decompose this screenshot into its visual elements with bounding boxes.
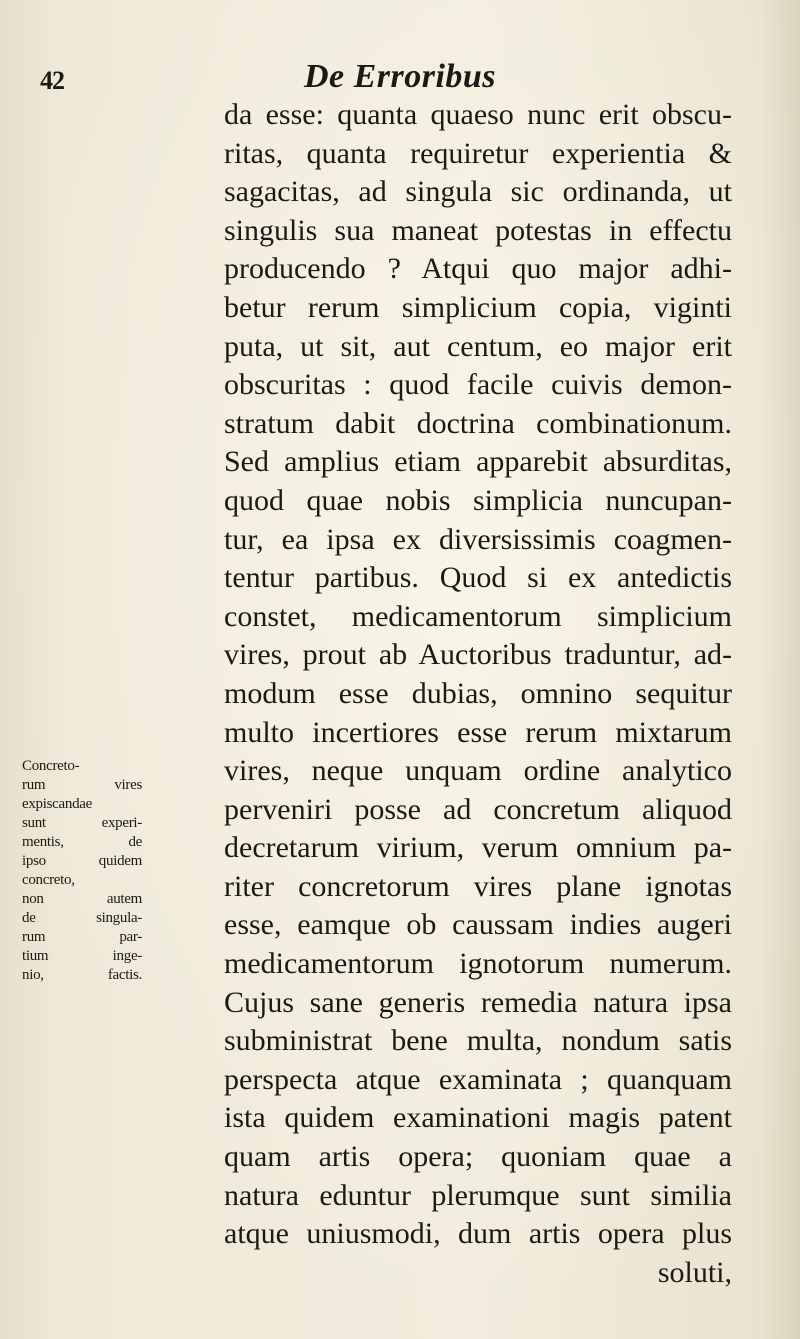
margin-note-line: Concreto- [22,758,80,774]
text-line: Sed amplius etiam apparebit absurditas, [224,445,732,479]
text-line: subministrat bene multa, nondum satis [224,1024,732,1058]
text-line: puta, ut sit, aut centum, eo major erit [224,329,732,363]
page-header [40,50,760,100]
margin-note-line: non autem [22,891,142,907]
text-line: sagacitas, ad singula sic ordinanda, ut [224,175,732,209]
margin-note-line: de singula- [22,910,142,926]
text-line: decretarum virium, verum omnium pa- [224,831,732,865]
text-line: singulis sua maneat potestas in effectu [224,213,732,247]
text-line: perveniri posse ad concretum aliquod [224,792,732,826]
margin-note-line: tium inge- [22,948,142,964]
text-line: Cujus sane generis remedia natura ipsa [224,985,732,1019]
text-line: vires, prout ab Auctoribus traduntur, ad- [224,638,732,672]
text-line: quam artis opera; quoniam quae a [224,1140,732,1174]
text-line: ista quidem examinationi magis patent [224,1101,732,1135]
margin-note-line: sunt experi- [22,815,142,831]
text-line: betur rerum simplicium copia, viginti [224,290,732,324]
margin-note-line: rum par- [22,929,142,945]
margin-note-line: expiscandae [22,796,92,812]
text-line: constet, medicamentorum simplicium [224,599,732,633]
text-line: obscuritas : quod facile cuivis demon- [224,368,732,402]
text-line: producendo ? Atqui quo major adhi- [224,252,732,286]
margin-note [22,757,142,985]
text-line: riter concretorum vires plane ignotas [224,869,732,903]
text-line: ritas, quanta requiretur experientia & [224,136,732,170]
margin-note-line: mentis, de [22,834,142,850]
text-line: stratum dabit doctrina combinationum. [224,406,732,440]
body-text [224,96,732,1292]
text-line: perspecta atque examinata ; quanquam [224,1062,732,1096]
text-line: tentur partibus. Quod si ex antedictis [224,561,732,595]
text-line: esse, eamque ob caussam indies augeri [224,908,732,942]
margin-note-line: concreto, [22,872,75,888]
text-line: multo incertiores esse rerum mixtarum [224,715,732,749]
page-edge-shadow [760,0,800,1339]
text-line: quod quae nobis simplicia nuncupan- [224,483,732,517]
text-line: natura eduntur plerumque sunt similia [224,1178,732,1212]
running-title: De Erroribus [303,58,497,95]
margin-note-line: rum vires [22,777,142,793]
margin-note-line: ipso quidem [22,853,142,869]
text-line: da esse: quanta quaeso nunc erit obscu- [224,98,732,131]
text-line: vires, neque unquam ordine analytico [224,754,732,788]
text-line: modum esse dubias, omnino sequitur [224,676,732,710]
text-line: medicamentorum ignotorum numerum. [224,947,732,981]
text-line: atque uniusmodi, dum artis opera plus [224,1217,732,1251]
text-line: tur, ea ipsa ex diversissimis coagmen- [224,522,732,556]
text-line-catchword: soluti, [657,1255,732,1289]
margin-note-line: nio, factis. [22,967,142,983]
page-number: 42 [40,66,64,95]
